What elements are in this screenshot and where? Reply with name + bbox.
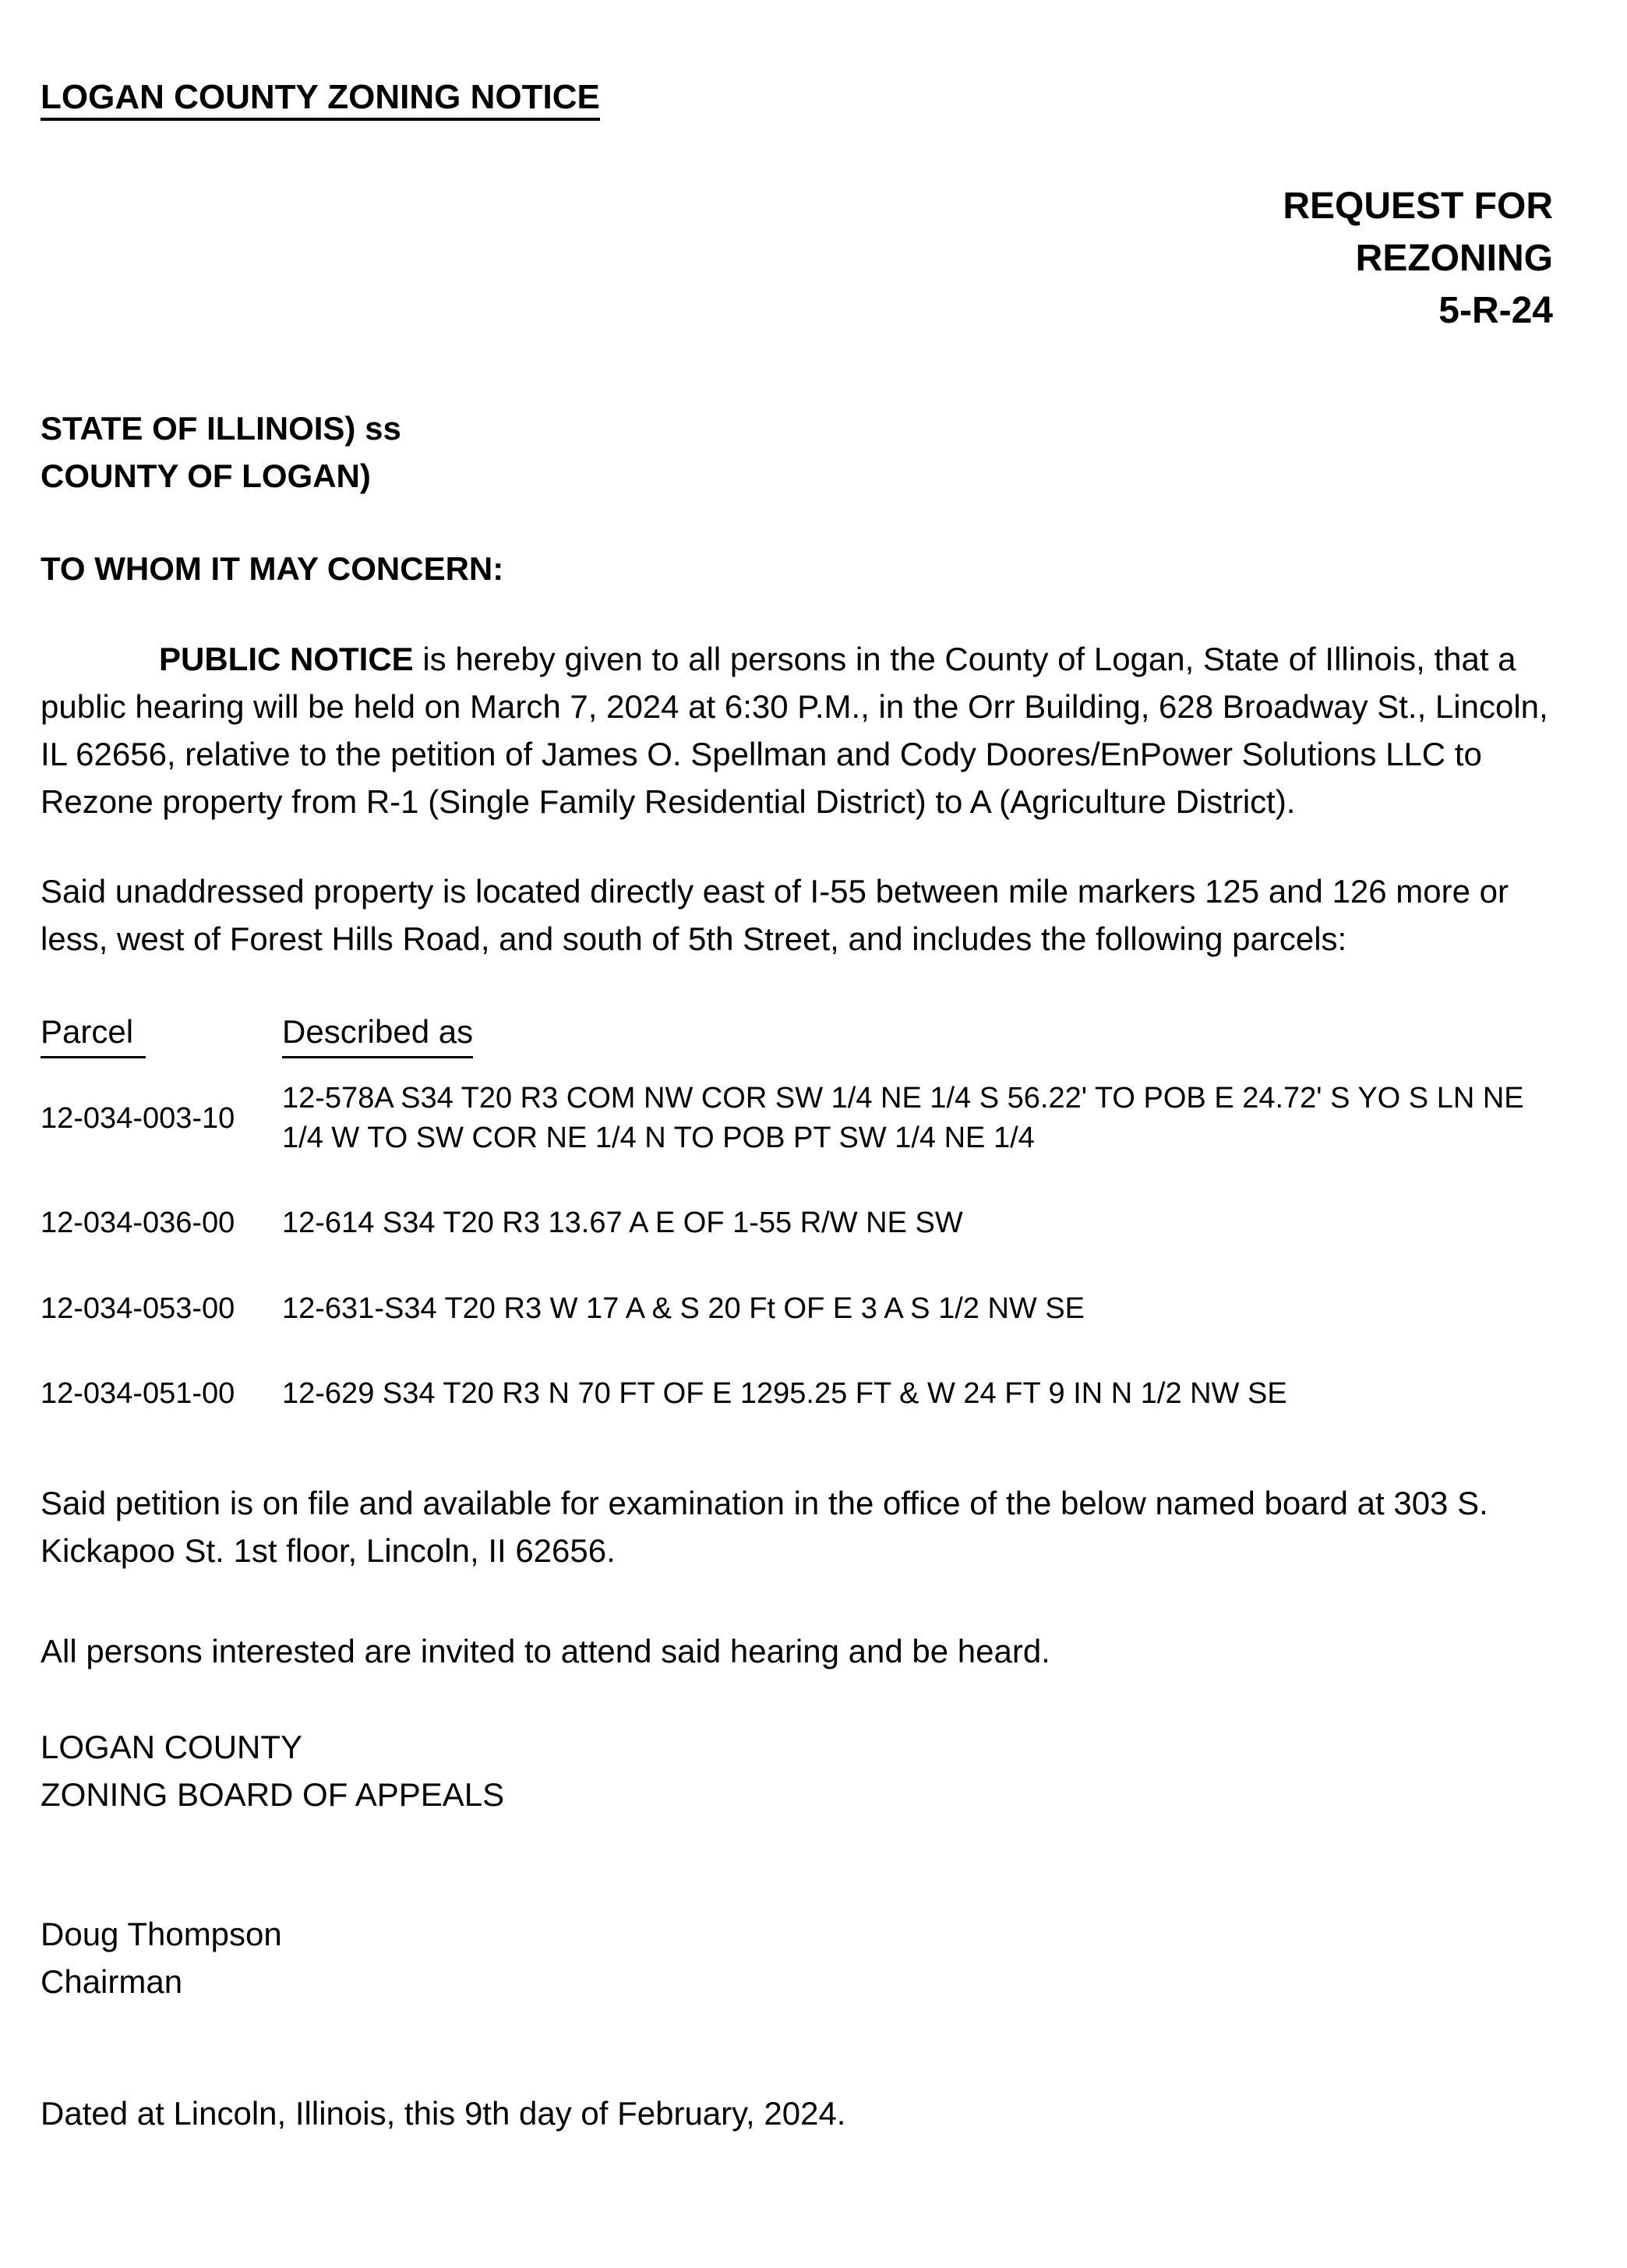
table-row [41,1289,1553,1329]
request-line-2: REZONING [1355,237,1553,279]
table-row [41,1374,1553,1414]
signatory-name: Doug Thompson [41,1915,282,1952]
public-notice-paragraph [41,636,1553,826]
document-title-text: LOGAN COUNTY ZONING NOTICE [41,78,600,121]
state-line: STATE OF ILLINOIS) ss [41,410,401,447]
parcel-table [41,1010,1553,1414]
property-location-paragraph: Said unaddressed property is located directly east of I-55 between mile markers 125 and 126 more or less, west of Forest Hills Road, and south of 5th Street, and includes the following parcels: [41,873,1509,958]
parcel-id: 12-034-053-00 [41,1291,235,1325]
table-row [41,1203,1553,1243]
issuing-board-block [41,1724,1553,1819]
request-case-number: 5-R-24 [1438,289,1553,331]
parcel-description: 12-629 S34 T20 R3 N 70 FT OF E 1295.25 FT & W 24 FT 9 IN N 1/2 NW SE [282,1377,1287,1411]
parcel-description: 12-631-S34 T20 R3 W 17 A & S 20 Ft OF E 3 A S 1/2 NW SE [282,1291,1085,1325]
salutation-line: TO WHOM IT MAY CONCERN: [41,549,504,587]
venue-block [41,405,1553,500]
parcel-id: 12-034-036-00 [41,1206,235,1240]
described-as-column-header: Described as [282,1010,473,1058]
parcel-description: 12-578A S34 T20 R3 COM NW COR SW 1/4 NE 1/4 S 56.22' TO POB E 24.72' S YO S LN NE 1/4 W TO SW COR NE 1/4 N TO POB PT SW 1/4 NE 1/4 [282,1081,1524,1155]
public-notice-body: is hereby given to all persons in the County of Logan, State of Illinois, that a public hearing will be held on March 7, 2024 at 6:30 P.M., in the Orr Building, 628 Broadway St., Lincoln, IL 62656, relative to the petition of James O. Spellman and Cody Doores/EnPower Solutions LLC to Rezone property from R-1 (Single Family Residential District) to A (Agriculture District). [41,640,1548,820]
board-name-line-1: LOGAN COUNTY [41,1729,303,1766]
parcel-description: 12-614 S34 T20 R3 13.67 A E OF 1-55 R/W NE SW [282,1206,963,1240]
parcel-id: 12-034-003-10 [41,1101,235,1135]
signatory-title: Chairman [41,1962,183,2000]
signature-block [41,1911,1553,2006]
request-line-1: REQUEST FOR [1283,185,1553,227]
dated-line: Dated at Lincoln, Illinois, this 9th day of February, 2024. [41,2094,846,2132]
table-row [41,1079,1553,1159]
document-title [41,78,1553,118]
parcel-id: 12-034-051-00 [41,1377,235,1411]
petition-on-file-paragraph: Said petition is on file and available for examination in the office of the below named board at 303 S. Kickapoo St. 1st floor, Lincoln, II 62656. [41,1485,1488,1570]
parcel-table-header [41,1010,1553,1058]
parcel-column-header: Parcel [41,1010,146,1058]
invitation-paragraph: All persons interested are invited to attend said hearing and be heard. [41,1633,1050,1670]
board-name-line-2: ZONING BOARD OF APPEALS [41,1775,505,1813]
request-block [41,180,1553,337]
public-notice-label: PUBLIC NOTICE [159,640,414,677]
county-line: COUNTY OF LOGAN) [41,457,371,495]
